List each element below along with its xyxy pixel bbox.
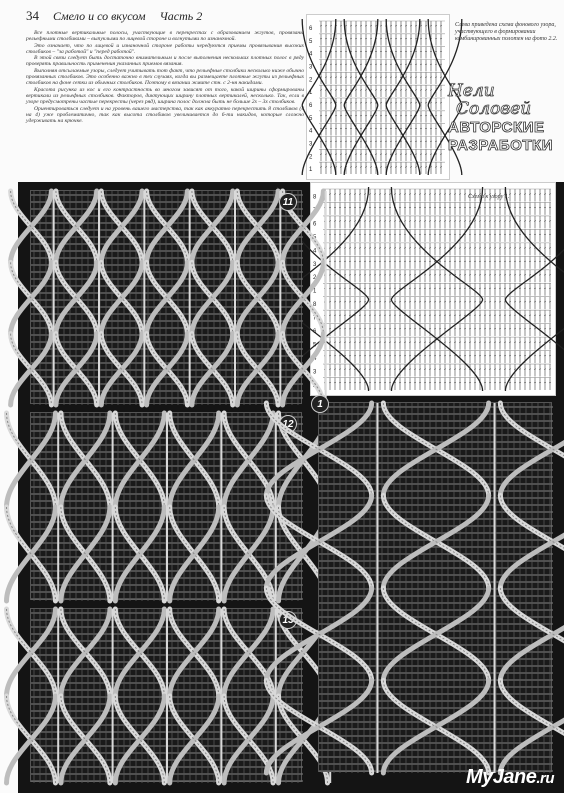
row-number: 5 — [313, 342, 317, 349]
row-number: 2 — [309, 154, 313, 161]
row-number: 4 — [309, 128, 313, 135]
row-number: 3 — [313, 369, 317, 376]
row-number: 6 — [309, 102, 313, 109]
swatch-13-lace — [31, 609, 303, 783]
page-header — [26, 8, 296, 26]
side-note: Слева приведена схема фонового узора, участвующего в формировании комбинированных полотен на фото 2.2. — [455, 22, 558, 42]
watermark-name: MyJane — [465, 766, 537, 788]
paragraph: Красота рисунка из кос и его контрастность во многом зависят от того, какой ширины сформированы вертикали из рельефных столбиков. Факторов, диктующих ширину плотных вертикалей, несколько. Так, если в узоре предусмотрены частые перекресты (через ряд), ширина полос должна быть не больше 2х – 3х столбиков. — [26, 86, 304, 106]
swatch-number: 11 — [279, 193, 297, 211]
scheme-label: Схема к узору 1. — [468, 194, 510, 200]
swatch-11-lace — [31, 191, 303, 405]
row-number: 7 — [313, 315, 317, 322]
book-title: Смело и со вкусом — [53, 9, 146, 23]
row-number: 2 — [313, 382, 317, 389]
row-number: 1 — [309, 167, 313, 174]
row-number: 4 — [309, 51, 313, 58]
watermark-tld: .ru — [536, 770, 554, 787]
swatch-1-lace — [319, 403, 553, 773]
paragraph: Выполняя отсылаемые узоры, следует учитывать тот факт, что рельефные столбики несколько ниже обычно провязанных столбиков. Это особенно важно в тех случаях, когда вы размещаете плотные жгуты из рельефных столбиков на фоне сетки из обычных столбиков. Поэтому в вязании жмите стн. с 2-ня накидами. — [26, 67, 304, 87]
swatch-12 — [30, 412, 302, 600]
row-number: 6 — [313, 221, 317, 228]
body-text — [26, 30, 304, 124]
swatch-number: 13 — [279, 611, 297, 629]
row-number: 1 — [309, 90, 313, 97]
row-number: 4 — [313, 356, 317, 363]
row-number: 3 — [313, 261, 317, 268]
chart-1-svg — [307, 15, 449, 179]
row-number: 8 — [313, 194, 317, 201]
part-label: Часть 2 — [159, 9, 203, 23]
row-number: 7 — [313, 207, 317, 214]
swatch-number: 1 — [311, 395, 329, 413]
row-number: 6 — [309, 25, 313, 32]
row-number: 5 — [309, 38, 313, 45]
row-number: 1 — [313, 288, 317, 295]
author-name-line1: Нели — [448, 81, 495, 101]
swatch-11 — [30, 190, 302, 404]
row-number: 2 — [309, 77, 313, 84]
author-caption-line1: АВТОРСКИЕ — [448, 119, 545, 136]
row-number: 6 — [313, 329, 317, 336]
row-number: 3 — [309, 64, 313, 71]
swatch-13 — [30, 608, 302, 782]
page-number: 34 — [26, 8, 39, 23]
row-number: 2 — [313, 275, 317, 282]
paragraph: Это означает, что по лицевой и изнаночной стороне работы чередуются приемы провязывания высоких столбиков – "за работой" и "перед работой". — [26, 42, 304, 55]
row-number: 5 — [309, 115, 313, 122]
author-name-line2: Соловей — [456, 99, 532, 119]
crochet-chart-1 — [306, 14, 450, 180]
watermark — [466, 766, 554, 789]
author-caption-line2: РАЗРАБОТКИ — [448, 137, 553, 154]
row-number: 4 — [313, 248, 317, 255]
crochet-chart-2 — [310, 182, 556, 396]
row-number: 8 — [313, 302, 317, 309]
paragraph: Все плотные вертикальные полосы, участвующие в перекрестах с образованием жгутов, провязаны рельефными столбиками – выпуклыми по лицевой стороне и вогнутыми по изнаночной. — [26, 30, 304, 43]
paragraph: Ориентироваться следует и на уровень вашего мастерства, так как аккуратно перекрестить 8 столбиков (4 на 4) уже проблематично, так как высота столбиков увеличивается до 6-ти накидов, которые сложно удерживать на крючке. — [26, 105, 304, 125]
paragraph: В этой связи следует быть достаточно внимательным и после выполнения нескольких плотных полос в ряду проверять правильность применения указанных приемов вязания. — [26, 55, 304, 68]
swatch-1 — [317, 398, 552, 772]
swatch-12-lace — [31, 413, 303, 601]
chart-2-svg — [311, 183, 555, 395]
row-number: 3 — [309, 141, 313, 148]
swatch-number: 12 — [279, 415, 297, 433]
row-number: 5 — [313, 234, 317, 241]
author-block — [448, 82, 560, 182]
